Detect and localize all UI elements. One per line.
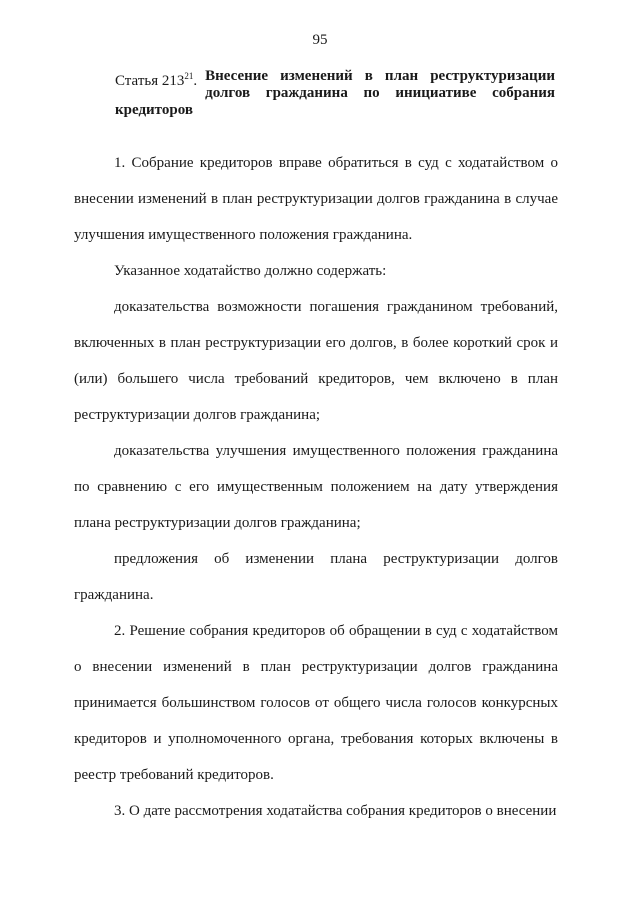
article-title: Внесение изменений в план реструктуризации долгов гражданина по инициативе собрания кредиторов	[115, 68, 555, 118]
paragraph-2: Указанное ходатайство должно содержать:	[114, 263, 387, 279]
article-label-superscript: 21	[184, 71, 194, 81]
page-number: 95	[312, 32, 328, 48]
paragraph-3: доказательства возможности погашения гражданином требований, включенных в план реструктуризации его долгов, в более короткий срок и (или) большего числа требований кредиторов, чем включено в план реструктуризации долгов гражданина;	[74, 299, 558, 423]
paragraph-1: 1. Собрание кредиторов вправе обратиться в суд с ходатайством о внесении изменений в план реструктуризации долгов гражданина в случае улучшения имущественного положения гражданина.	[74, 155, 558, 243]
article-body	[74, 145, 558, 829]
paragraph-7: 3. О дате рассмотрения ходатайства собрания кредиторов о внесении	[114, 803, 557, 819]
article-heading	[115, 68, 555, 119]
paragraph-6: 2. Решение собрания кредиторов об обращении в суд с ходатайством о внесении изменений в план реструктуризации долгов гражданина принимается большинством голосов от общего числа голосов конкурсных кредиторов и уполномоченного органа, требования которых включены в реестр требований кредиторов.	[74, 623, 558, 783]
paragraph-4: доказательства улучшения имущественного положения гражданина по сравнению с его имущественным положением на дату утверждения плана реструктуризации долгов гражданина;	[74, 443, 558, 531]
paragraph-5: предложения об изменении плана реструктуризации долгов гражданина.	[74, 551, 558, 603]
article-label	[115, 68, 197, 90]
article-label-suffix: .	[193, 73, 198, 89]
article-label-text: Статья 213	[115, 73, 185, 89]
